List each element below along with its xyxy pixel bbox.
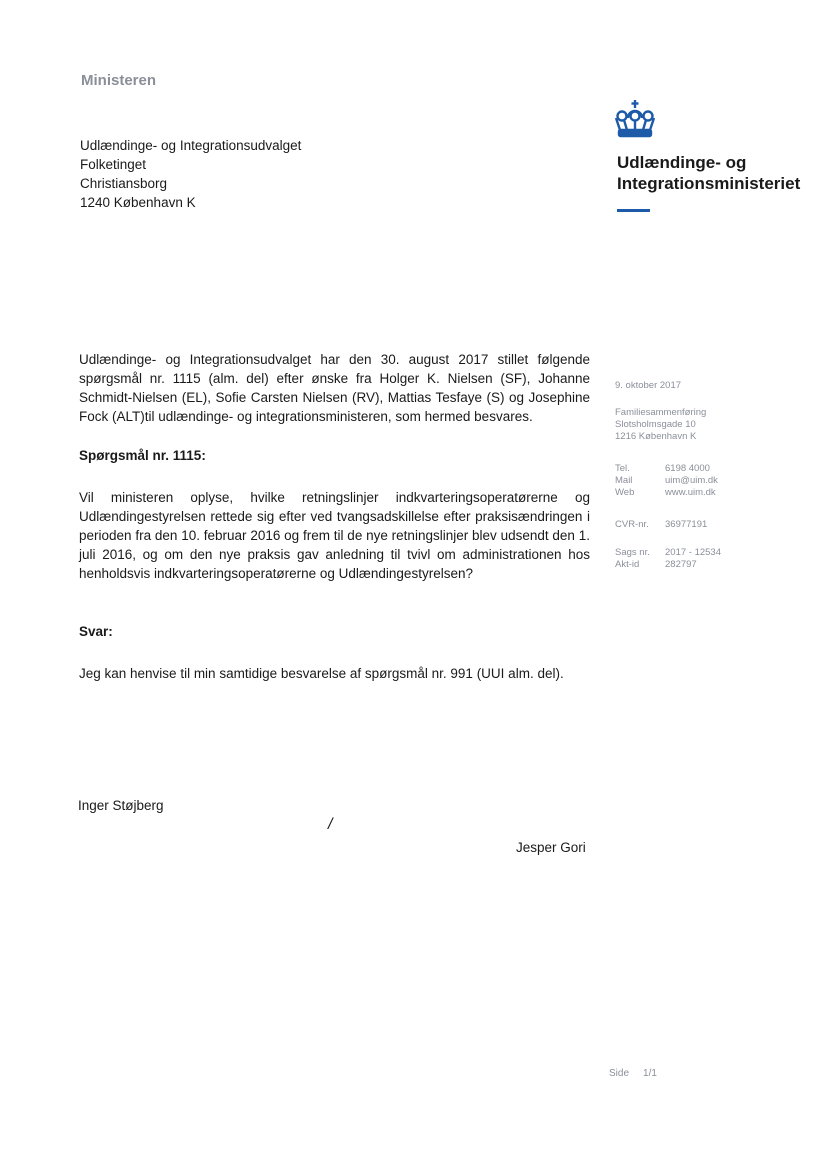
department-line: 1216 København K: [615, 431, 697, 442]
contact-value: uim@uim.dk: [665, 475, 718, 486]
question-heading: Spørgsmål nr. 1115:: [79, 448, 206, 463]
contact-value: www.uim.dk: [665, 487, 716, 498]
question-paragraph: Vil ministeren oplyse, hvilke retningslinjer indkvarteringsoperatørerne og Udlændingestyrelsen rettede sig efter ved tvangsadskillelse efter praksisændringen i perioden fra den 10. februar 2016 og frem til de nye retningslinjer blev udsendt den 1. juli 2016, og om den nye praksis gav anledning til tvivl om administrationen hos henholdsvis indkvarteringsoperatørerne og Udlændingestyrelsen?: [79, 490, 590, 581]
royal-crown-icon: [611, 99, 659, 144]
case-label: Sags nr.: [615, 547, 650, 558]
cvr-label: CVR-nr.: [615, 519, 649, 530]
cvr-value: 36977191: [665, 519, 708, 530]
contact-label: Mail: [615, 475, 633, 486]
contact-row: [615, 487, 718, 499]
contact-row: [615, 463, 718, 475]
minister-signature: Inger Støjberg: [78, 798, 164, 813]
contact-row: [615, 475, 718, 487]
case-info: [615, 547, 721, 571]
contact-label: Web: [615, 487, 635, 498]
contact-info: [615, 463, 718, 499]
department-line: Slotsholmsgade 10: [615, 419, 696, 430]
contact-label: Tel.: [615, 463, 630, 474]
page-number: [609, 1068, 671, 1079]
cvr-info: [615, 519, 707, 531]
intro-paragraph: Udlændinge- og Integrationsudvalget har den 30. august 2017 stillet følgende spørgsmål nr. 1115 (alm. del) efter ønske fra Holger K. Nielsen (SF), Johanne Schmidt-Nielsen (EL), Sofie Carsten Nielsen (RV), Mattias Tesfaye (S) og Josephine Fock (ALT)til udlændinge- og integrationsministeren, som hermed besvares.: [79, 352, 590, 424]
signature-separator: /: [328, 816, 333, 833]
case-value: 2017 - 12534: [665, 547, 721, 558]
ministry-name-line: Udlændinge- og: [617, 153, 747, 172]
address-line: 1240 København K: [80, 195, 196, 210]
page-value: 1/1: [643, 1068, 657, 1079]
page-title: Ministeren: [81, 72, 157, 89]
page-label: Side: [609, 1068, 630, 1079]
answer-heading: Svar:: [79, 624, 113, 639]
case-value: 282797: [665, 559, 697, 570]
department-address: [615, 407, 706, 443]
address-line: Folketinget: [80, 157, 147, 172]
address-line: Christiansborg: [80, 176, 168, 191]
ministry-name-line: Integrationsministeriet: [617, 174, 801, 193]
letter-date: 9. oktober 2017: [615, 380, 682, 391]
official-signature: Jesper Gori: [516, 840, 586, 855]
recipient-address: [80, 136, 301, 212]
case-label: Akt-id: [615, 559, 640, 570]
logo-accent-bar: [617, 209, 650, 212]
address-line: Udlændinge- og Integrationsudvalget: [80, 138, 302, 153]
answer-paragraph: Jeg kan henvise til min samtidige besvarelse af spørgsmål nr. 991 (UUI alm. del).: [79, 666, 564, 681]
ministry-logo-text: [617, 152, 800, 194]
department-line: Familiesammenføring: [615, 407, 707, 418]
contact-value: 6198 4000: [665, 463, 710, 474]
